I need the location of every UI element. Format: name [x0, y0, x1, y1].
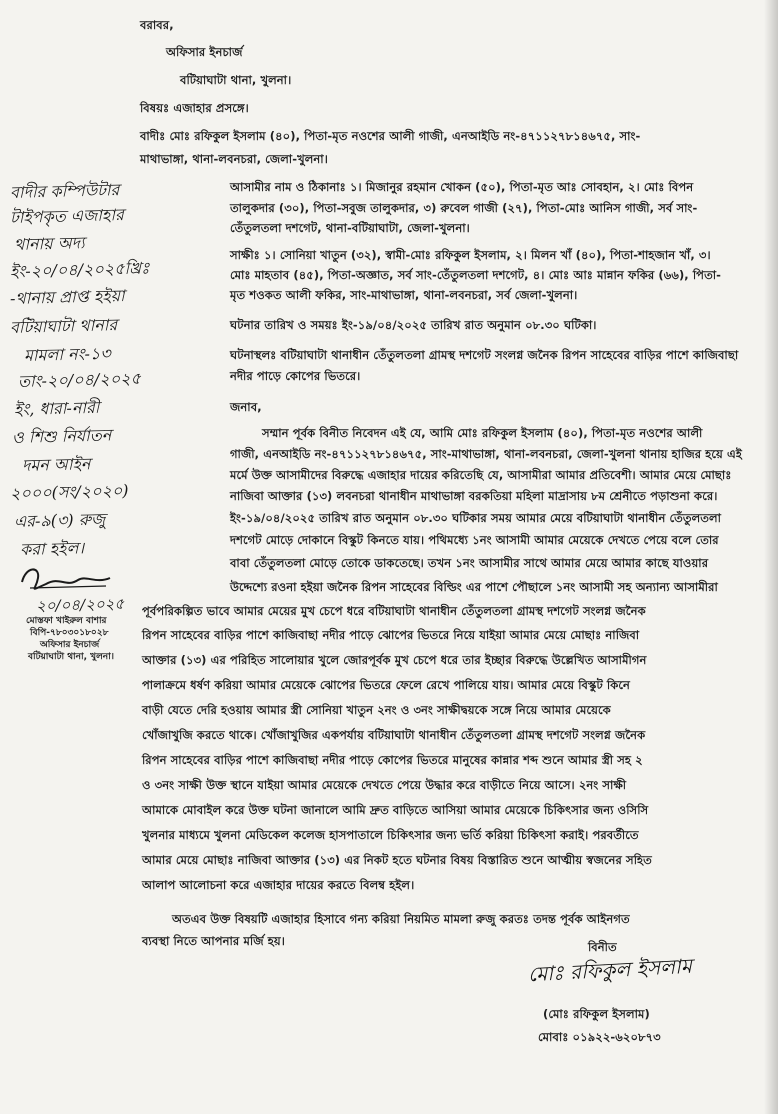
witness-line-2: মোঃ মাহতাব (৪৫), পিতা-অজ্ঞাত, সর্ব সাং-তেঁতুলতলা দশগেট, ৪। মোঃ আঃ মান্নান ফকির (৬৬), পিতা-: [230, 268, 721, 282]
signer-name: (মোঃ রফিকুল ইসলাম): [543, 1007, 650, 1021]
closing-line-1: অতএব উক্ত বিষয়টি এজাহার হিসাবে গন্য করিয়া নিয়মিত মামলা রুজু করতঃ তদন্ত পূর্বক আইনগত: [172, 912, 630, 926]
body-line: বাবা তেঁতুলতলা মোড়ে তোকে ডাকতেছে। তখন ১নং আসামীর সাথে আমার মেয়ে আমার কাছে যাওয়ার: [230, 556, 709, 570]
recipient-officer: অফিসার ইনচার্জ: [166, 45, 243, 59]
officer-initials-scribble: [16, 562, 116, 594]
stamp-date: ২০/০৪/২০২৫: [35, 594, 125, 615]
handwritten-signature: মোঃ রফিকুল ইসলাম: [527, 953, 693, 987]
witness-line-1: সাক্ষীঃ ১। সোনিয়া খাতুন (৩২), স্বামী-মোঃ রফিকুল ইসলাম, ২। মিলন খাঁ (৪০), পিতা-শাহজান খাঁ, ৩।: [230, 248, 711, 262]
incident-place-1: ঘটনাস্থলঃ বটিয়াঘাটা থানাধীন তেঁতুলতলা গ্রামস্থ দশগেট সংলগ্ন জনৈক রিপন সাহেবের বাড়ির পাশে কাজিবাছা: [230, 348, 739, 362]
body-line: আলাপ আলোচনা করে এজাহার দায়ের করতে বিলম্ব হইল।: [142, 878, 415, 892]
body-line: পূর্বপরিকল্পিত ভাবে আমার মেয়ের মুখ চেপে ধরে বটিয়াঘাটা থানাধীন তেঁতুলতলা গ্রামস্থ দশগেট সংলগ্ন জনৈক: [142, 604, 646, 618]
margin-note-line: ও শিশু নির্যাতন: [11, 425, 112, 447]
body-line: মর্মে উক্ত আসামীদের বিরুদ্ধে এজাহার দায়ের করিতেছি যে, আসামীরা আমার প্রতিবেশী। আমার মেয়ে মোছাঃ: [230, 468, 732, 482]
body-line: ও ৩নং সাক্ষী উক্ত স্থানে যাইয়া আমার মেয়েকে দেখতে পেয়ে উদ্ধার করে বাড়ীতে নিয়ে আসে। ২নং সাক্ষী: [142, 778, 627, 792]
accused-line-1: আসামীর নাম ও ঠিকানাঃ ১। মিজানুর রহমান খোকন (৫০), পিতা-মৃত আঃ সোবহান, ২। মোঃ বিপন: [230, 180, 694, 194]
stamp-station: বটিয়াঘাটা থানা, খুলনা।: [28, 652, 115, 662]
margin-note-line: বাদীর কম্পিউটার: [9, 180, 120, 202]
body-line: নাজিবা আক্তার (১৩) লবনচরা থানাধীন মাথাভাঙ্গা বরকতিয়া মহিলা মাদ্রাসায় ৮ম শ্রেনীতে পড়াশুনা করে।: [230, 489, 718, 503]
stamp-officer-title: অফিসার ইনচার্জ: [40, 640, 100, 650]
body-line: গাজী, এনআইডি নং-৪৭১১২৭৮১৪৬৭৫, সাং-মাথাভাঙ্গা, থানা-লবনচরা, জেলা-খুলনা থানায় হাজির হয়ে এই: [230, 447, 742, 461]
subject-line: বিষয়ঃ এজাহার প্রসঙ্গে।: [140, 101, 249, 115]
accused-line-3: তেঁতুলতলা দশগেট, থানা-বটিয়াঘাটা, জেলা-খুলনা।: [230, 221, 470, 235]
margin-note-line: টাইপকৃত এজাহার: [9, 205, 125, 227]
body-line: বাড়ী যেতে দেরি হওয়ায় আমার স্ত্রী সোনিয়া খাতুন ২নং ও ৩নং সাক্ষীদ্বয়কে সঙ্গে নিয়ে আমার মেয়েকে: [142, 703, 611, 717]
margin-note-line: দমন আইন: [21, 454, 91, 475]
recipient-line: বরাবর,: [140, 18, 174, 32]
margin-note-line: মামলা নং-১৩: [23, 343, 111, 365]
body-line: খোঁজাখুজি করতে থাকে। খোঁজাখুজির একপর্যায় বটিয়াঘাটা থানাধীন তেঁতুলতলা গ্রামস্থ দশগেট সংলগ্ন জনৈক: [142, 728, 646, 742]
body-line: রিপন সাহেবের বাড়ির পাশে কাজিবাছা নদীর পাড়ে কোপের ভিতরে মানুষের কান্নার শব্দ শুনে আমার স্ত্রী সহ ২: [142, 753, 643, 767]
incident-place-2: নদীর পাড়ে কোপের ভিতরে।: [230, 369, 361, 383]
body-line: উদ্দেশ্যে রওনা হইয়া জনৈক রিপন সাহেবের বিল্ডিং এর পাশে পৌছালে ১নং আসামী সহ অন্যান্য আসামীরা: [230, 580, 718, 594]
stamp-officer-id: বিপি-৭৮০৩০১৮০২৮: [30, 628, 109, 638]
stamp-officer-name: মোস্তফা খাইরুল বাশার: [26, 616, 107, 626]
body-line: ইং-১৯/০৪/২০২৫ তারিখ রাত অনুমান ০৮.৩০ ঘটিকার সময় আমার মেয়ে বটিয়াঘাটা থানাধীন তেঁতুলতলা: [230, 511, 722, 525]
recipient-station: বটিয়াঘাটা থানা, খুলনা।: [180, 73, 292, 87]
margin-note-line: থানায় অদ্য: [13, 233, 85, 254]
margin-note-line: ইং-২০/০৪/২০২৫খ্রিঃ: [9, 258, 150, 281]
sign-off: বিনীত: [588, 940, 617, 954]
complainant-line-1: বাদীঃ মোঃ রফিকুল ইসলাম (৪০), পিতা-মৃত নওশের আলী গাজী, এনআইডি নং-৪৭১১২৭৮১৪৬৭৫, সাং-: [140, 129, 641, 143]
margin-note-line: -থানায় প্রাপ্ত হইয়া: [9, 286, 125, 308]
margin-note-line: ২০০০(সং/২০২০): [9, 480, 129, 503]
witness-line-3: মৃত শওকত আলী ফকির, সাং-মাথাভাঙ্গা, থানা-লবনচরা, সর্ব জেলা-খুলনা।: [230, 288, 578, 302]
closing-line-2: ব্যবস্থা নিতে আপনার মর্জি হয়।: [142, 934, 285, 948]
body-line: আক্তার (১৩) এর পরিহিত সালোয়ার খুলে জোরপূর্বক মুখ চেপে ধরে তার ইচ্ছার বিরুদ্ধে উল্লেখিত আসামীগন: [142, 653, 647, 667]
scan-edge-shadow: [764, 0, 778, 1114]
body-line: আমাকে মোবাইল করে উক্ত ঘটনা জানালে আমি দ্রুত বাড়িতে আসিয়া আমার মেয়েকে চিকিৎসার জন্য ওসিসি: [142, 803, 649, 817]
body-line: দশগেট মোড়ে দোকানে বিস্কুট কিনতে যায়। পথিমধ্যে ১নং আসামী আমার মেয়েকে দেখতে পেয়ে বলে তোর: [230, 533, 719, 547]
salutation: জনাব,: [230, 400, 262, 414]
signer-mobile: মোবাঃ ০১৯২২-৬২০৮৭৩: [538, 1030, 661, 1044]
complainant-line-2: মাথাভাঙ্গা, থানা-লবনচরা, জেলা-খুলনা।: [140, 152, 328, 166]
accused-line-2: তালুকদার (৩০), পিতা-সবুজ তালুকদার, ৩) রুবেল গাজী (২৭), পিতা-মোঃ আনিস গাজী, সর্ব সাং-: [230, 201, 698, 215]
margin-note-line: তাং-২০/০৪/২০২৫: [17, 368, 142, 391]
body-line: খুলনার মাধ্যমে খুলনা মেডিকেল কলেজ হাসপাতালে চিকিৎসার জন্য ভর্তি করিয়া চিকিৎসা করাই। পরবর্তীতে: [142, 828, 639, 842]
body-line: আমার মেয়ে মোছাঃ নাজিবা আক্তার (১৩) এর নিকট হতে ঘটনার বিষয় বিস্তারিত শুনে আত্মীয় স্বজনের সহিত: [142, 853, 652, 867]
margin-note-line: করা হইল।: [19, 538, 85, 559]
margin-note-line: এর-৯(৩) রুজু: [13, 509, 106, 531]
margin-note-line: ইং, ধারা-নারী: [13, 397, 100, 419]
incident-time: ঘটনার তারিখ ও সময়ঃ ইং-১৯/০৪/২০২৫ তারিখ রাত অনুমান ০৮.৩০ ঘটিকা।: [230, 318, 597, 332]
margin-note-line: বটিয়াঘাটা থানার: [9, 315, 118, 337]
body-line: পালাক্রমে ধর্ষণ করিয়া আমার মেয়েকে ঝোপের ভিতরে ফেলে রেখে পালিয়ে যায়। আমার মেয়ে বিস্কুট কিনে: [142, 678, 630, 692]
body-line: রিপন সাহেবের বাড়ির পাশে কাজিবাছা নদীর পাড়ে ঝোপের ভিতরে নিয়ে যাইয়া আমার মেয়ে মোছাঃ নাজিবা: [142, 628, 640, 642]
body-line: সম্মান পূর্বক বিনীত নিবেদন এই যে, আমি মোঃ রফিকুল ইসলাম (৪০), পিতা-মৃত নওশের আলী: [262, 426, 703, 440]
